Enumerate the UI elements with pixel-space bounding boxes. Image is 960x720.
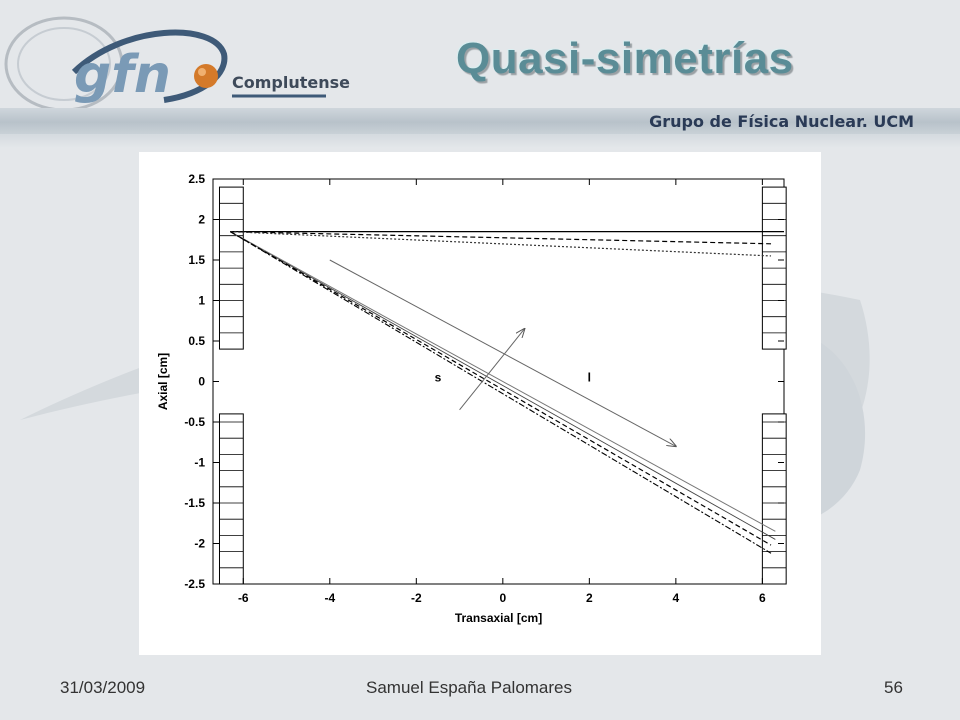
y-tick-label: -2	[194, 536, 205, 551]
y-tick-label: 0	[198, 374, 205, 389]
y-tick-label: 1	[198, 293, 205, 308]
y-tick-label: -1	[194, 455, 205, 470]
arrow-label-s: s	[434, 370, 442, 385]
y-tick-label: 1.5	[188, 253, 205, 267]
header-band-shadow	[0, 134, 960, 148]
slide-title: Quasi-simetrías	[456, 34, 794, 83]
detector-block	[762, 414, 786, 584]
footer-date: 31/03/2009	[60, 678, 146, 697]
x-tick-label: 0	[499, 591, 507, 605]
x-axis-label: Transaxial [cm]	[454, 611, 543, 625]
series-line-2	[230, 232, 771, 244]
footer-author: Samuel España Palomares	[366, 678, 573, 697]
detector-block	[219, 414, 243, 584]
plot-panel	[139, 152, 821, 655]
y-tick-label: -1.5	[184, 496, 205, 510]
y-tick-label: -2.5	[184, 577, 205, 591]
x-tick-label: 4	[672, 591, 680, 605]
y-tick-label: 0.5	[188, 334, 205, 348]
y-tick-label: 2	[198, 212, 205, 227]
x-tick-label: 6	[759, 591, 766, 605]
series-line-4	[230, 232, 775, 540]
x-tick-label: -4	[324, 591, 336, 605]
x-tick-label: -6	[237, 591, 249, 605]
group-name: Grupo de Física Nuclear. UCM	[649, 112, 914, 131]
y-axis-label: Axial [cm]	[156, 352, 170, 411]
plot-frame	[213, 179, 784, 584]
y-tick-label: 2.5	[188, 172, 205, 186]
series-line-5	[230, 232, 775, 532]
chart-svg	[139, 152, 821, 655]
gfn-logo-graphic	[4, 4, 364, 108]
footer-page-number: 56	[884, 678, 903, 697]
arrow-l	[330, 260, 676, 446]
x-tick-label: 2	[585, 591, 593, 605]
series-line-3	[230, 232, 771, 256]
series-line-6	[230, 232, 771, 545]
gfn-logo	[4, 4, 364, 108]
y-tick-label: -0.5	[184, 415, 205, 429]
arrow-s	[460, 329, 525, 410]
x-tick-label: -2	[410, 591, 422, 605]
logo-text: gfn	[74, 45, 171, 105]
arrow-label-l: l	[587, 370, 592, 385]
series-line-7	[230, 232, 771, 554]
logo-subtext: Complutense	[232, 73, 350, 92]
